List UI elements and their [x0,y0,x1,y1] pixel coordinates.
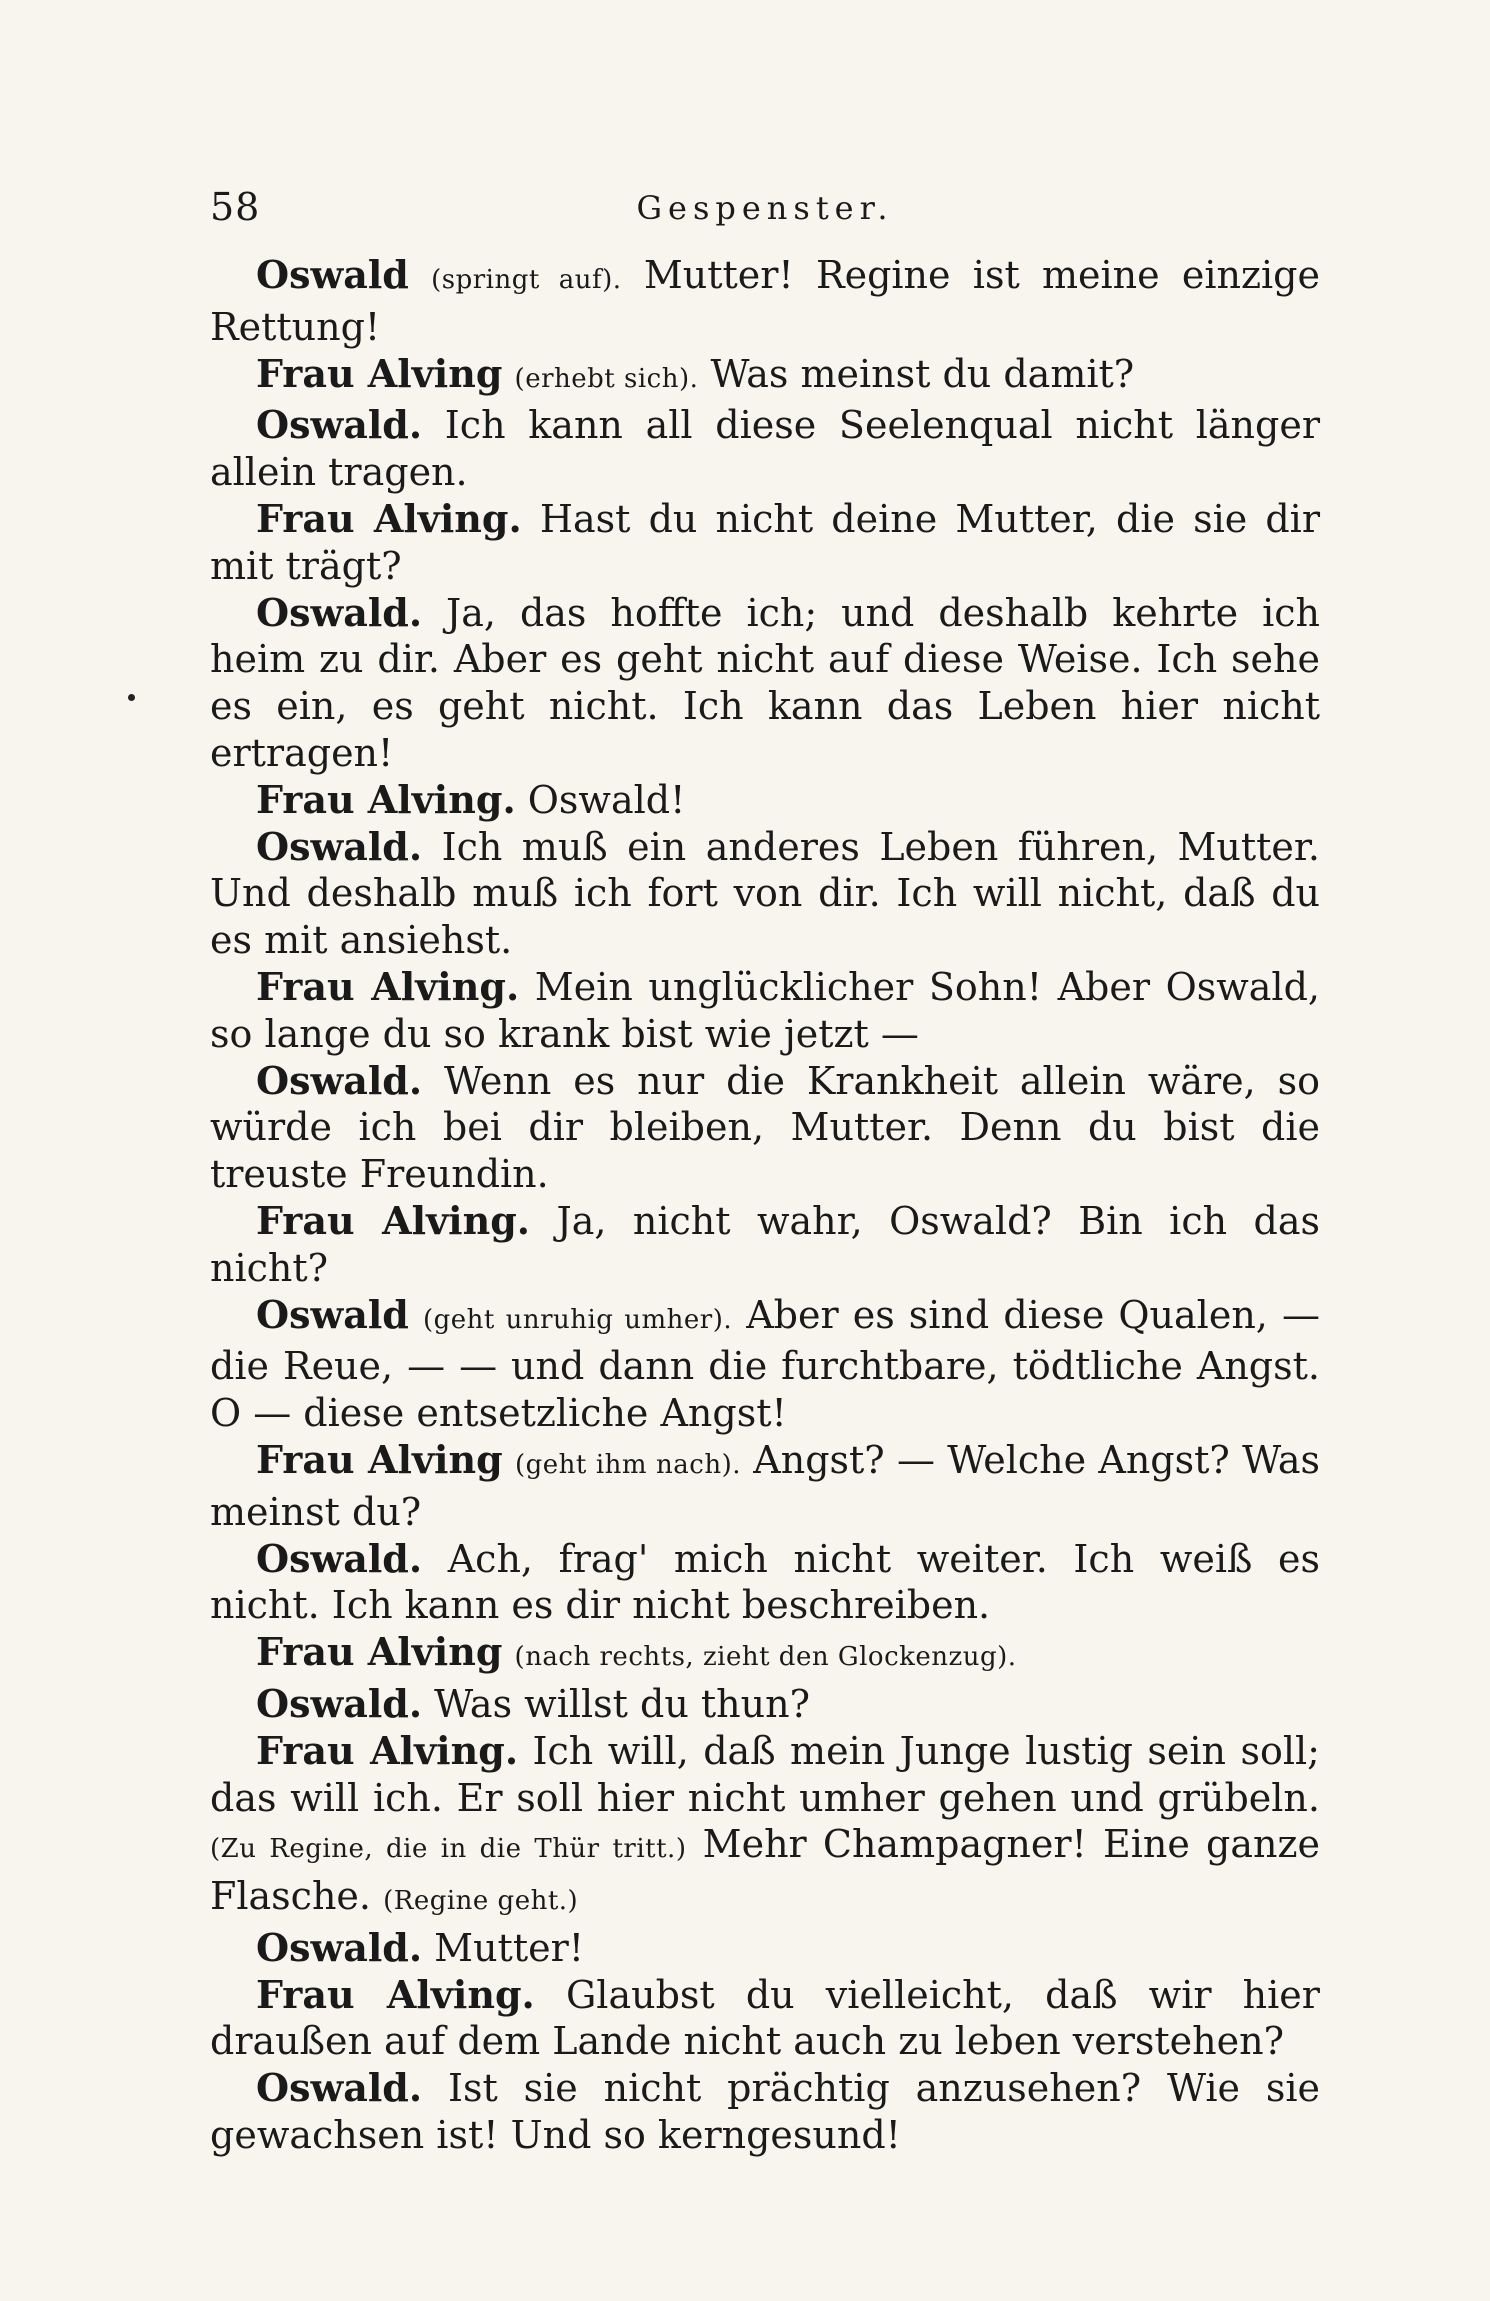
dialogue-paragraph [210,1728,1320,1925]
speaker-name: Frau Alving. [256,1727,519,1773]
speaker-name: Frau Alving. [256,1197,531,1243]
stage-direction: (erhebt sich). [514,363,699,394]
speaker-name: Frau Alving. [256,495,522,541]
page-number: 58 [210,185,261,229]
dialogue-paragraph [210,1058,1320,1198]
speech-text: Glaubst du vielleicht, daß wir hier draußen auf dem Lande nicht auch zu leben verstehen? [210,1972,1320,2064]
speech-text: Mutter! Regine ist meine einzige Rettung! [210,253,1320,349]
dialogue-paragraph [210,1681,1320,1728]
speech-text: Was willst du thun? [434,1681,810,1726]
speech-text: Oswald! [527,777,686,822]
dialogue-paragraph [210,1925,1320,1972]
speaker-name: Frau Alving [256,1436,503,1482]
dialogue-paragraph [210,1198,1320,1292]
dialogue-paragraph [210,964,1320,1058]
speaker-name: Frau Alving [256,350,503,396]
dialogue-paragraph [210,252,1320,351]
speaker-name: Oswald [256,1291,409,1337]
speech-text: Ich muß ein anderes Leben führen, Mutter. Und deshalb muß ich fort von dir. Ich will nicht, daß du es mit ansiehst. [210,824,1320,963]
speech-text: Hast du nicht deine Mutter, die sie dir mit trägt? [210,496,1320,588]
speech-text: Ist sie nicht prächtig anzusehen? Wie sie gewachsen ist! Und so kerngesund! [210,2066,1320,2158]
dialogue-paragraph [210,590,1320,777]
speech-text: Wenn es nur die Krankheit allein wäre, so würde ich bei dir bleiben, Mutter. Denn du bist die treuste Freundin. [210,1058,1320,1197]
stage-direction: (geht ihm nach). [514,1449,741,1480]
speech-text: Ich will, daß mein Junge lustig sein soll; das will ich. Er soll hier nicht umher gehen und grübeln. [210,1728,1320,1820]
speaker-name: Frau Alving. [256,776,516,822]
speaker-name: Oswald [256,252,409,297]
speech-text: Ach, frag' mich nicht weiter. Ich weiß es nicht. Ich kann es dir nicht beschreiben. [210,1536,1320,1628]
speaker-name: Oswald. [256,1680,423,1726]
speech-text: Mehr Champagner! Eine ganze Flasche. [210,1822,1321,1919]
dialogue-paragraph [210,2065,1320,2159]
speech-text: Ja, das hoffte ich; und deshalb kehrte ich heim zu dir. Aber es geht nicht auf diese Weise. Ich sehe es ein, es geht nicht. Ich kann das Leben hier nicht ertragen! [210,590,1320,775]
speaker-name: Frau Alving. [256,1971,535,2017]
speech-text: Mutter! [434,1925,585,1970]
speaker-name: Oswald. [256,589,423,635]
dialogue-paragraph [210,824,1320,964]
dialogue-paragraph [210,777,1320,824]
speaker-name: Oswald. [256,2065,423,2111]
running-title: Gespenster. [636,189,894,227]
dialogue-paragraph [210,1292,1320,1437]
margin-speck [128,694,135,701]
dialogue-paragraph [210,1972,1320,2066]
stage-direction: (Zu Regine, die in die Thür tritt.) [210,1834,687,1865]
dialogue-paragraph [210,1536,1320,1630]
dialogue-paragraph [210,1629,1320,1681]
dialogue-paragraph [210,351,1320,403]
stage-direction: (nach rechts, zieht den Glockenzug). [514,1642,1017,1673]
dialogue-text [210,252,1320,2159]
page-header [210,185,1320,245]
speaker-name: Frau Alving. [256,963,520,1009]
stage-direction: (geht unruhig umher). [422,1304,733,1335]
stage-direction: (springt auf). [431,265,622,295]
speaker-name: Frau Alving [256,1629,503,1675]
stage-direction: (Regine geht.) [383,1886,579,1917]
dialogue-paragraph [210,1437,1320,1536]
speech-text: Ja, nicht wahr, Oswald? Bin ich das nicht? [210,1198,1320,1290]
speech-text: Angst? — Welche Angst? Was meinst du? [210,1437,1320,1534]
speech-text: Aber es sind diese Qualen, — die Reue, — — und dann die furchtbare, tödtliche Angst. O — diese entsetzliche Angst! [210,1292,1320,1436]
speaker-name: Oswald. [256,823,423,869]
speech-text: Was meinst du damit? [710,351,1135,396]
speech-text: Mein unglücklicher Sohn! Aber Oswald, so lange du so krank bist wie jetzt — [210,964,1320,1056]
dialogue-paragraph [210,496,1320,590]
dialogue-paragraph [210,402,1320,496]
speaker-name: Oswald. [256,1535,423,1581]
speaker-name: Oswald. [256,402,423,448]
speech-text: Ich kann all diese Seelenqual nicht länger allein tragen. [210,403,1320,495]
speaker-name: Oswald. [256,1924,423,1970]
speaker-name: Oswald. [256,1057,423,1103]
